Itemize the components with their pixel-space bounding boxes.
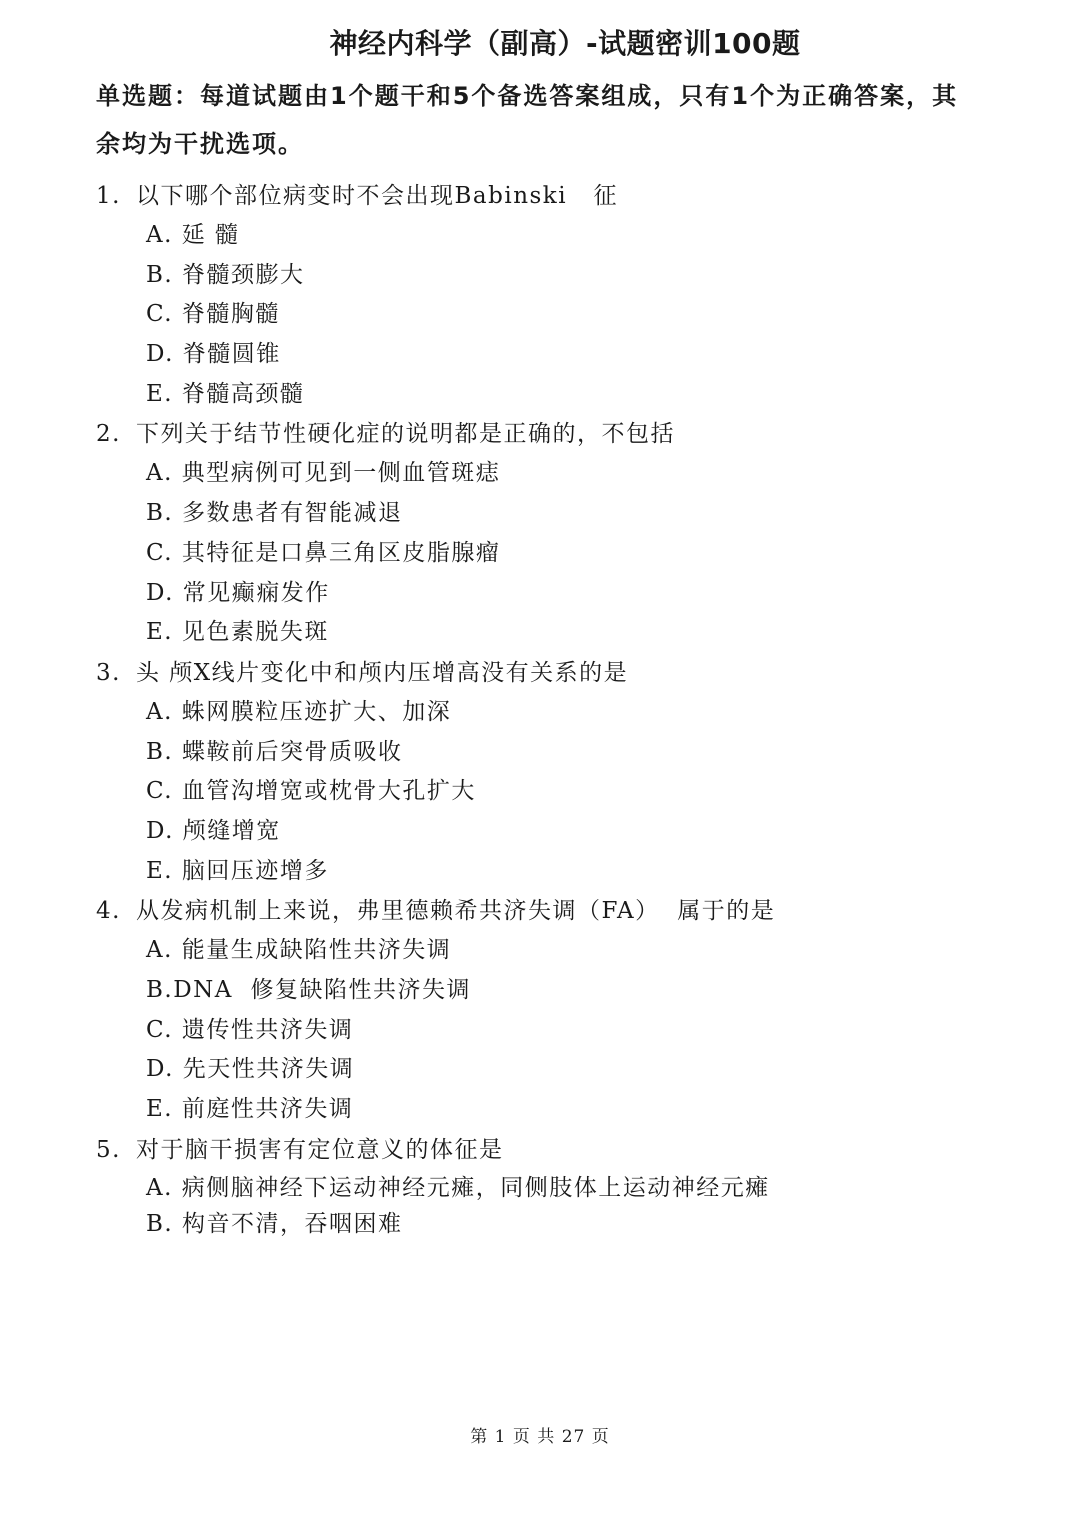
- option-b: B. 构音不清，吞咽困难: [146, 1210, 403, 1237]
- option-a: A. 延 髓: [146, 222, 240, 248]
- option-list: [96, 454, 996, 652]
- question-4: [96, 891, 996, 1129]
- option-b: B. 多数患者有智能减退: [146, 500, 403, 527]
- question-stem: [96, 1130, 996, 1170]
- option-b: B.DNA 修复缺陷性共济失调: [146, 977, 472, 1003]
- question-2: [96, 414, 996, 652]
- question-stem: [96, 891, 996, 931]
- question-text: 从发病机制上来说，弗里德赖希共济失调（FA） 属于的是: [136, 898, 776, 925]
- option-d: D. 颅缝增宽: [146, 817, 281, 844]
- question-text: 头 颅X线片变化中和颅内压增高没有关系的是: [136, 659, 629, 686]
- question-number: 1.: [96, 183, 121, 209]
- question-stem: [96, 653, 996, 693]
- option-c: C. 脊髓胸髓: [146, 301, 280, 328]
- question-number: 2.: [96, 421, 121, 448]
- question-stem: [96, 176, 996, 216]
- option-list: [96, 931, 996, 1129]
- question-stem: [96, 414, 996, 454]
- question-list: [96, 176, 996, 1242]
- question-number: 3.: [96, 659, 121, 686]
- option-list: [96, 216, 996, 414]
- option-c: C. 血管沟增宽或枕骨大孔扩大: [146, 778, 476, 805]
- option-c: C. 其特征是口鼻三角区皮脂腺瘤: [146, 539, 501, 566]
- page-number-footer: 第 1 页 共 27 页: [470, 1427, 610, 1447]
- question-text: 对于脑干损害有定位意义的体征是: [136, 1136, 504, 1163]
- option-b: B. 脊髓颈膨大: [146, 261, 305, 288]
- question-5: [96, 1130, 996, 1242]
- question-1: [96, 176, 996, 414]
- option-b: B. 蝶鞍前后突骨质吸收: [146, 738, 403, 765]
- question-3: [96, 653, 996, 891]
- page-title: 神经内科学（副高）-试题密训100题: [329, 27, 801, 60]
- option-e: E. 脑回压迹增多: [146, 857, 329, 884]
- option-c: C. 遗传性共济失调: [146, 1016, 354, 1043]
- option-e: E. 前庭性共济失调: [146, 1096, 354, 1123]
- question-text: 以下哪个部位病变时不会出现Babinski 征: [136, 183, 619, 209]
- option-list: [96, 1170, 996, 1242]
- option-d: D. 常见癫痫发作: [146, 579, 330, 606]
- question-number: 4.: [96, 898, 121, 925]
- option-a: A. 典型病例可见到一侧血管斑痣: [146, 460, 501, 487]
- option-d: D. 脊髓圆锥: [146, 341, 281, 368]
- option-e: E. 见色素脱失斑: [146, 619, 329, 646]
- option-e: E. 脊髓高颈髓: [146, 380, 305, 407]
- option-d: D. 先天性共济失调: [146, 1056, 355, 1083]
- question-text: 下列关于结节性硬化症的说明都是正确的，不包括: [136, 421, 675, 448]
- option-a: A. 能量生成缺陷性共济失调: [146, 937, 452, 964]
- instructions-text: 单选题：每道试题由1个题干和5个备选答案组成，只有1个为正确答案，其余均为干扰选项。: [96, 82, 959, 158]
- option-list: [96, 693, 996, 891]
- option-a: A. 病侧脑神经下运动神经元瘫，同侧肢体上运动神经元瘫: [146, 1174, 770, 1201]
- question-number: 5.: [96, 1136, 121, 1163]
- option-a: A. 蛛网膜粒压迹扩大、加深: [146, 698, 452, 725]
